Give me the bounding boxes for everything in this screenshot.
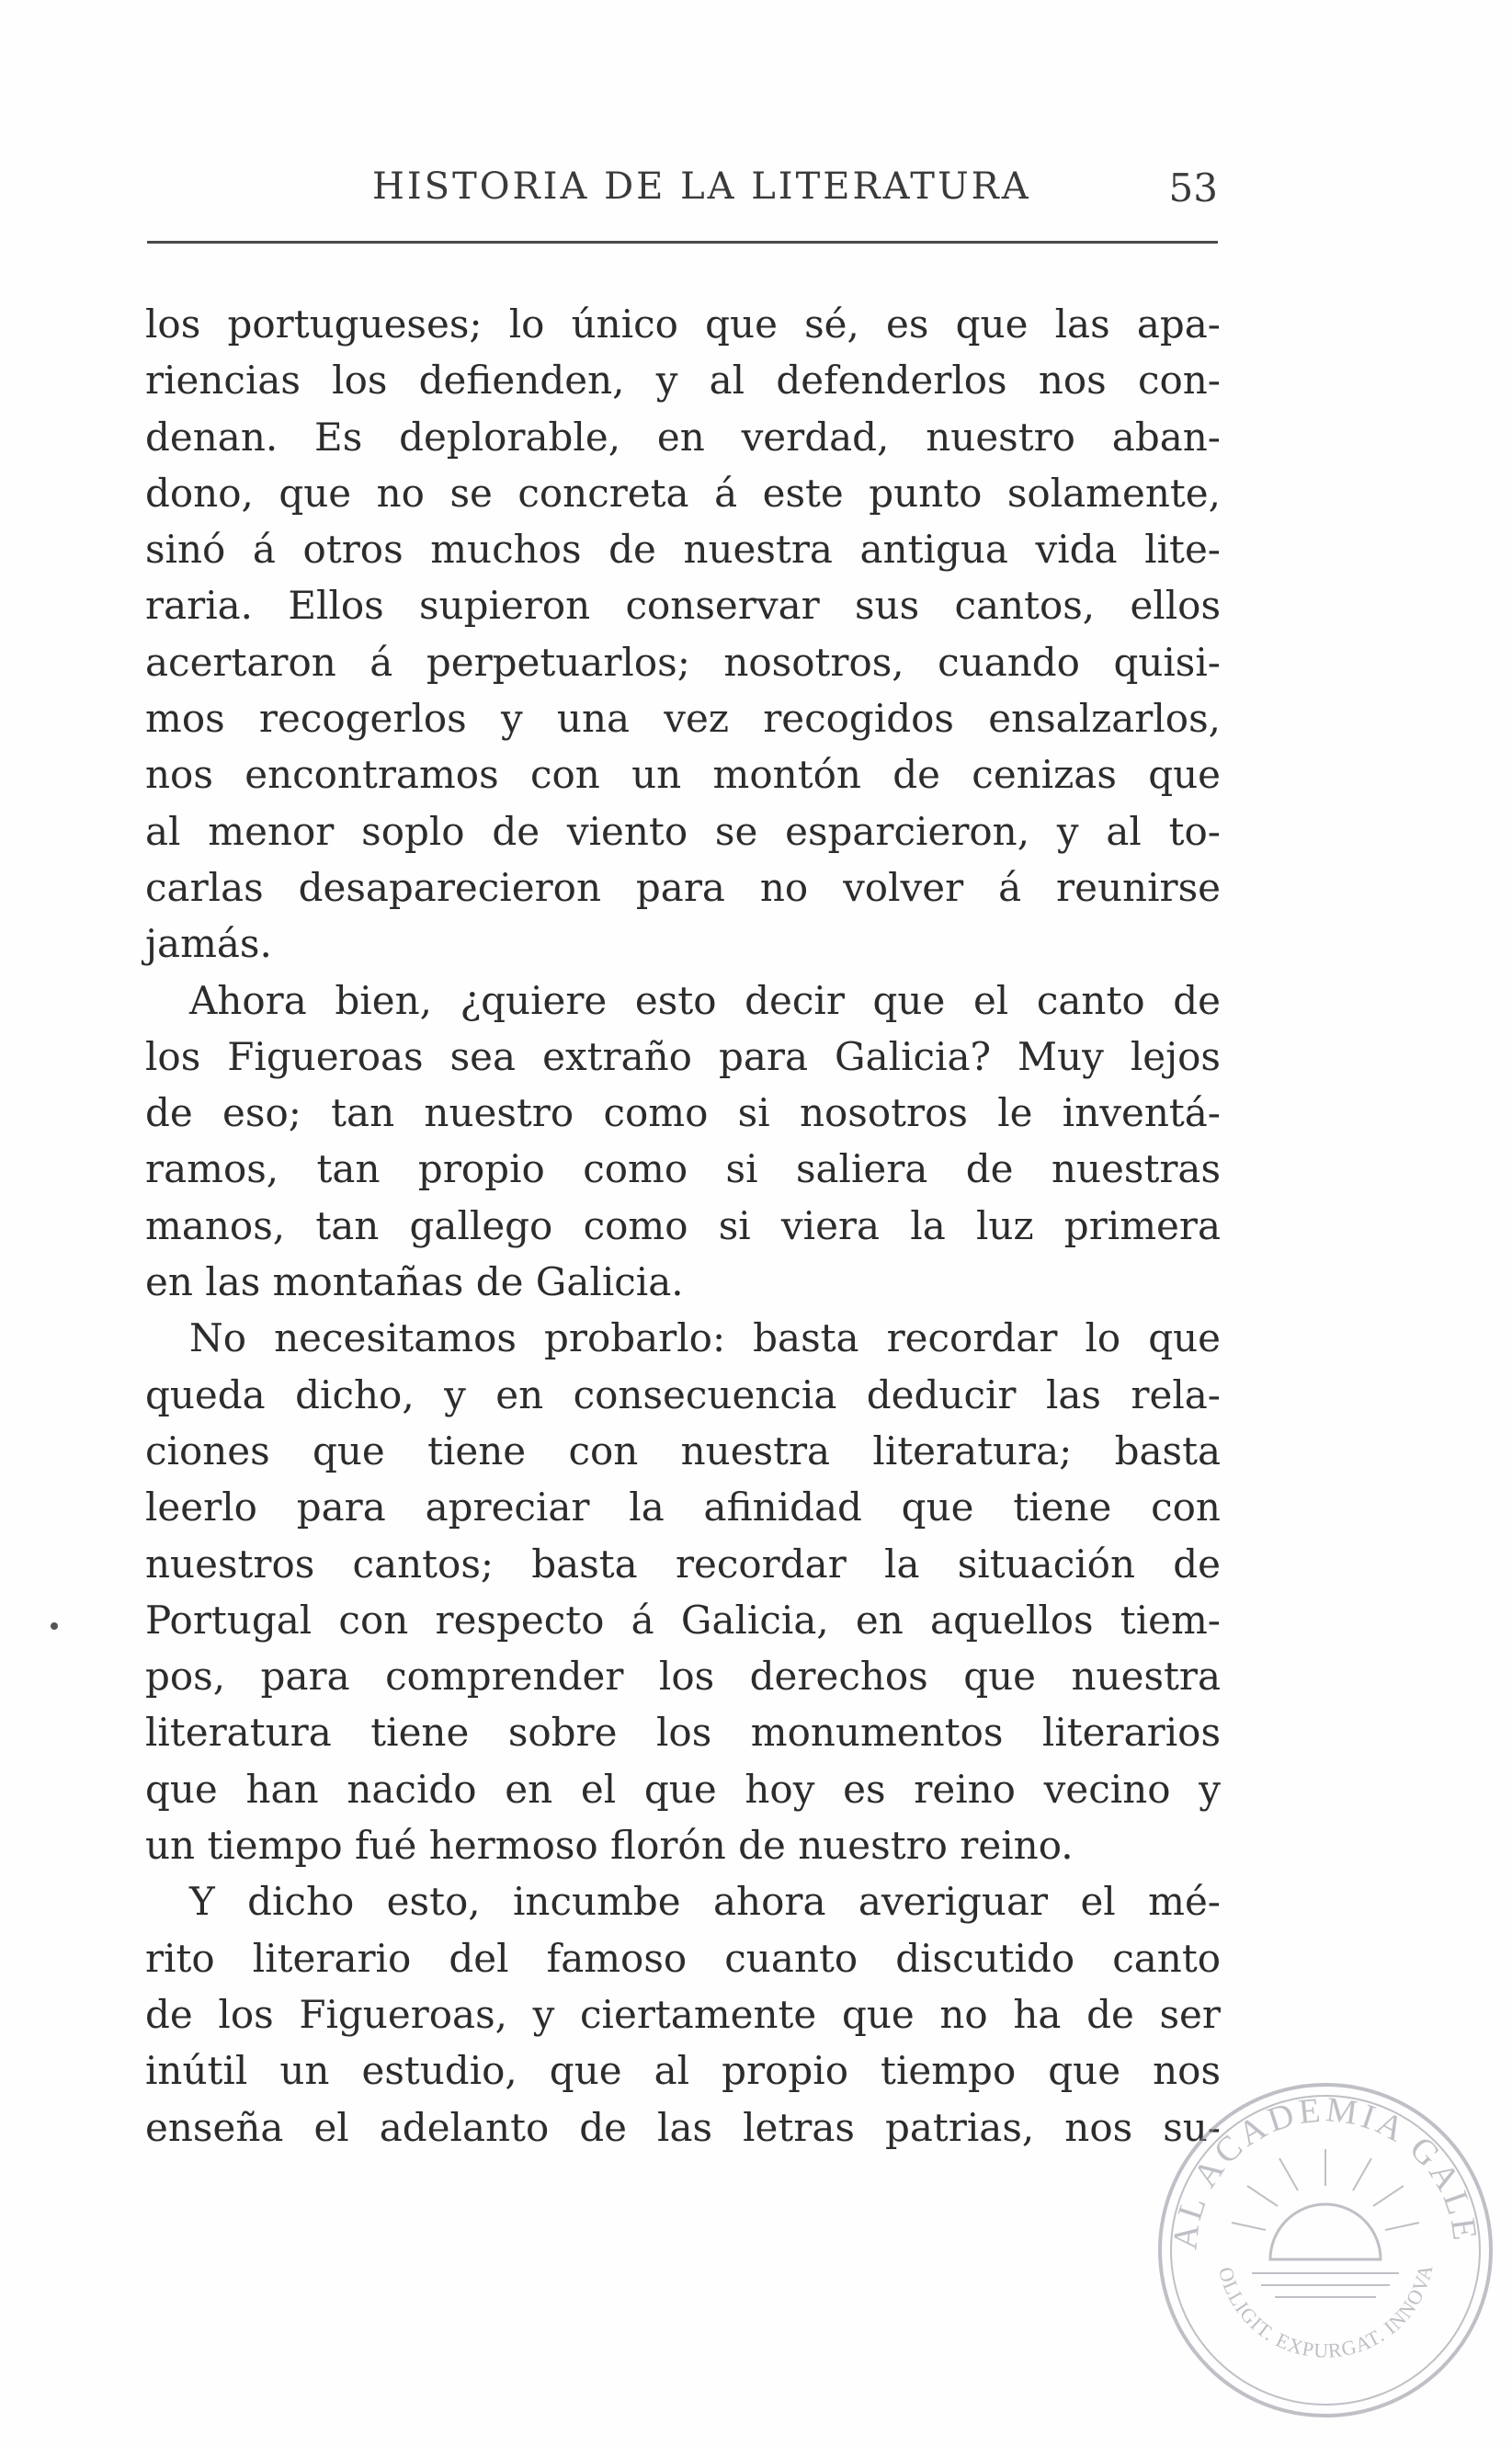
text-line: manos, tan gallego como si viera la luz primera (145, 1202, 1221, 1248)
paragraph-start: No necesitamos probarlo: basta recordar lo que (189, 1315, 1221, 1361)
text-line: leerlo para apreciar la afinidad que tiene con (145, 1485, 1221, 1530)
text-line: los portugueses; lo único que sé, es que las apa- (145, 301, 1221, 347)
text-line: acertaron á perpetuarlos; nosotros, cuando quisi- (145, 639, 1221, 685)
text-line: enseña el adelanto de las letras patrias, nos su- (145, 2104, 1221, 2150)
text-line: literatura tiene sobre los monumentos literarios (145, 1710, 1221, 1756)
library-stamp (1151, 2076, 1500, 2425)
text-line: que han nacido en el que hoy es reino vecino y (145, 1766, 1221, 1812)
margin-speck (51, 1622, 58, 1630)
text-line: queda dicho, y en consecuencia deducir las rela- (145, 1371, 1221, 1417)
text-line: en las montañas de Galicia. (145, 1259, 684, 1305)
svg-text:REAL ACADEMIA GALEGA: AL ACADEMIA GALE (1165, 2090, 1485, 2252)
text-line: nuestros cantos; basta recordar la situación de (145, 1541, 1221, 1587)
text-line: los Figueroas sea extraño para Galicia? Muy lejos (145, 1033, 1221, 1079)
text-line: mos recogerlos y una vez recogidos ensalzarlos, (145, 696, 1221, 742)
running-title: HISTORIA DE LA LITERATURA (372, 165, 1031, 208)
text-line: sinó á otros muchos de nuestra antigua vida lite- (145, 527, 1221, 573)
text-line: pos, para comprender los derechos que nuestra (145, 1654, 1221, 1700)
header-rule (147, 241, 1218, 244)
text-line: dono, que no se concreta á este punto solamente, (145, 470, 1221, 516)
stamp-seal-icon (1151, 2076, 1500, 2425)
text-line: de los Figueroas, y ciertamente que no ha de ser (145, 1991, 1221, 2037)
text-line: riencias los defienden, y al defenderlos nos con- (145, 358, 1221, 404)
text-line: un tiempo fué hermoso florón de nuestro reino. (145, 1823, 1074, 1869)
text-line: ciones que tiene con nuestra literatura; basta (145, 1428, 1221, 1473)
svg-text:COLLIGIT. EXPURGAT. INNOVAT: OLLIGIT. EXPURGAT. INNOVA (1213, 2263, 1438, 2362)
text-line: inútil un estudio, que al propio tiempo que nos (145, 2048, 1221, 2094)
paragraph-start: Ahora bien, ¿quiere esto decir que el canto de (189, 977, 1221, 1023)
text-line: jamás. (145, 921, 272, 967)
text-line: denan. Es deplorable, en verdad, nuestro aban- (145, 414, 1221, 460)
text-line: ramos, tan propio como si saliera de nuestras (145, 1146, 1221, 1192)
text-line: de eso; tan nuestro como si nosotros le inventá- (145, 1090, 1221, 1136)
text-line: Portugal con respecto á Galicia, en aquellos tiem- (145, 1597, 1221, 1643)
page-header (147, 165, 1218, 221)
text-line: raria. Ellos supieron conservar sus cantos, ellos (145, 583, 1221, 629)
page-number: 53 (1168, 165, 1218, 210)
text-line: carlas desaparecieron para no volver á reunirse (145, 864, 1221, 910)
paragraph-start: Y dicho esto, incumbe ahora averiguar el mé- (189, 1879, 1221, 1925)
text-line: al menor soplo de viento se esparcieron, y al to- (145, 808, 1221, 854)
text-line: rito literario del famoso cuanto discutido canto (145, 1935, 1221, 1981)
body-text (145, 296, 1221, 2156)
text-line: nos encontramos con un montón de cenizas que (145, 752, 1221, 798)
